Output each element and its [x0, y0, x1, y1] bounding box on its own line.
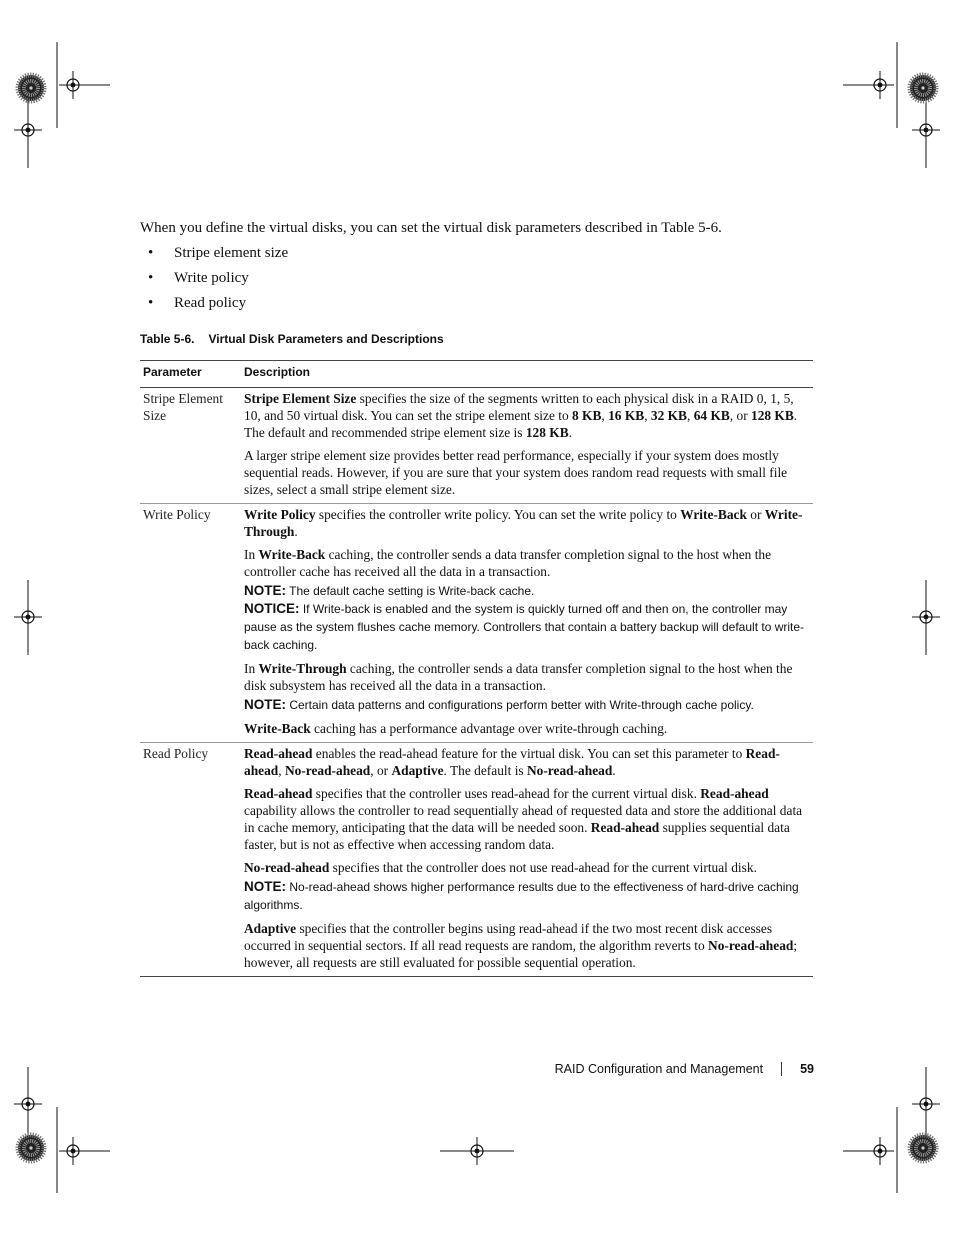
table-row	[140, 388, 813, 504]
header-parameter: Parameter	[140, 361, 241, 388]
description-paragraph: In Write-Through caching, the controller sends a data transfer completion signal to the host when the disk subsystem has received all the data in a transaction.	[244, 661, 793, 693]
description-paragraph: A larger stripe element size provides better read performance, especially if your system does mostly sequential reads. However, if you are sure that your system does random read requests with small file sizes, select a small stripe element size.	[244, 448, 788, 497]
table-title: Virtual Disk Parameters and Descriptions	[208, 332, 444, 346]
page-footer	[555, 1062, 814, 1076]
note-label: NOTE:	[244, 879, 286, 894]
parameters-table	[140, 360, 813, 977]
note-label: NOTE:	[244, 697, 286, 712]
description-paragraph: Read-ahead enables the read-ahead feature for the virtual disk. You can set this parameter to Read-ahead, No-read-ahead, or Adaptive. The default is No-read-ahead.	[244, 746, 780, 778]
description-paragraph: Adaptive specifies that the controller begins using read-ahead if the two most recent disk accesses occurred in sequential sectors. If all read requests are random, the algorithm reverts to No-read-ahead; however, all requests are still evaluated for possible sequential operation.	[244, 921, 798, 970]
description-paragraph: Stripe Element Size specifies the size of the segments written to each physical disk in a RAID 0, 1, 5, 10, and 50 virtual disk. You can set the stripe element size to 8 KB, 16 KB, 32 KB, 64 KB, or 128 KB. The default and recommended stripe element size is 128 KB.	[244, 391, 798, 440]
header-description: Description	[241, 361, 813, 388]
param-description	[241, 743, 813, 977]
description-paragraph: Read-ahead specifies that the controller uses read-ahead for the current virtual disk. Read-ahead capability allows the controller to read sequentially ahead of requested data and store the additional data in cache memory, anticipating that the data will be needed soon. Read-ahead supplies sequential data faster, but is not as effective when accessing random data.	[244, 786, 803, 852]
table-row	[140, 504, 813, 743]
list-item: • Write policy	[148, 270, 249, 286]
note-callout: NOTE: Certain data patterns and configurations perform better with Write-through cache policy.	[244, 697, 754, 712]
table-row	[140, 743, 813, 977]
notice-callout: NOTICE: If Write-back is enabled and the system is quickly turned off and then on, the controller may pause as the system flushes cache memory. Controllers that contain a battery backup will default to write-back caching.	[244, 601, 805, 652]
description-paragraph: Write-Back caching has a performance advantage over write-through caching.	[244, 721, 668, 736]
page-number: 59	[800, 1062, 814, 1076]
intro-paragraph: When you define the virtual disks, you can set the virtual disk parameters described in Table 5-6.	[140, 220, 722, 236]
footer-divider	[781, 1062, 782, 1076]
description-paragraph: No-read-ahead specifies that the controller does not use read-ahead for the current virtual disk.	[244, 860, 757, 875]
table-number: Table 5-6.	[140, 332, 195, 346]
note-label: NOTE:	[244, 583, 286, 598]
description-paragraph: In Write-Back caching, the controller sends a data transfer completion signal to the host when the controller cache has received all the data in a transaction.	[244, 547, 772, 579]
param-name: Stripe Element Size	[140, 388, 241, 504]
description-paragraph: Write Policy specifies the controller write policy. You can set the write policy to Write-Back or Write-Through.	[244, 507, 803, 539]
note-callout: NOTE: The default cache setting is Write-back cache.	[244, 583, 535, 598]
list-item: • Stripe element size	[148, 245, 289, 261]
table-caption	[140, 332, 444, 346]
param-name: Write Policy	[140, 504, 241, 743]
note-callout: NOTE: No-read-ahead shows higher performance results due to the effectiveness of hard-drive caching algorithms.	[244, 879, 799, 912]
param-description	[241, 388, 813, 504]
param-description	[241, 504, 813, 743]
param-name: Read Policy	[140, 743, 241, 977]
parameter-list	[148, 243, 288, 318]
notice-label: NOTICE:	[244, 601, 300, 616]
table-header-row	[140, 361, 813, 388]
list-item: • Read policy	[148, 295, 247, 311]
footer-section-title: RAID Configuration and Management	[554, 1062, 764, 1076]
